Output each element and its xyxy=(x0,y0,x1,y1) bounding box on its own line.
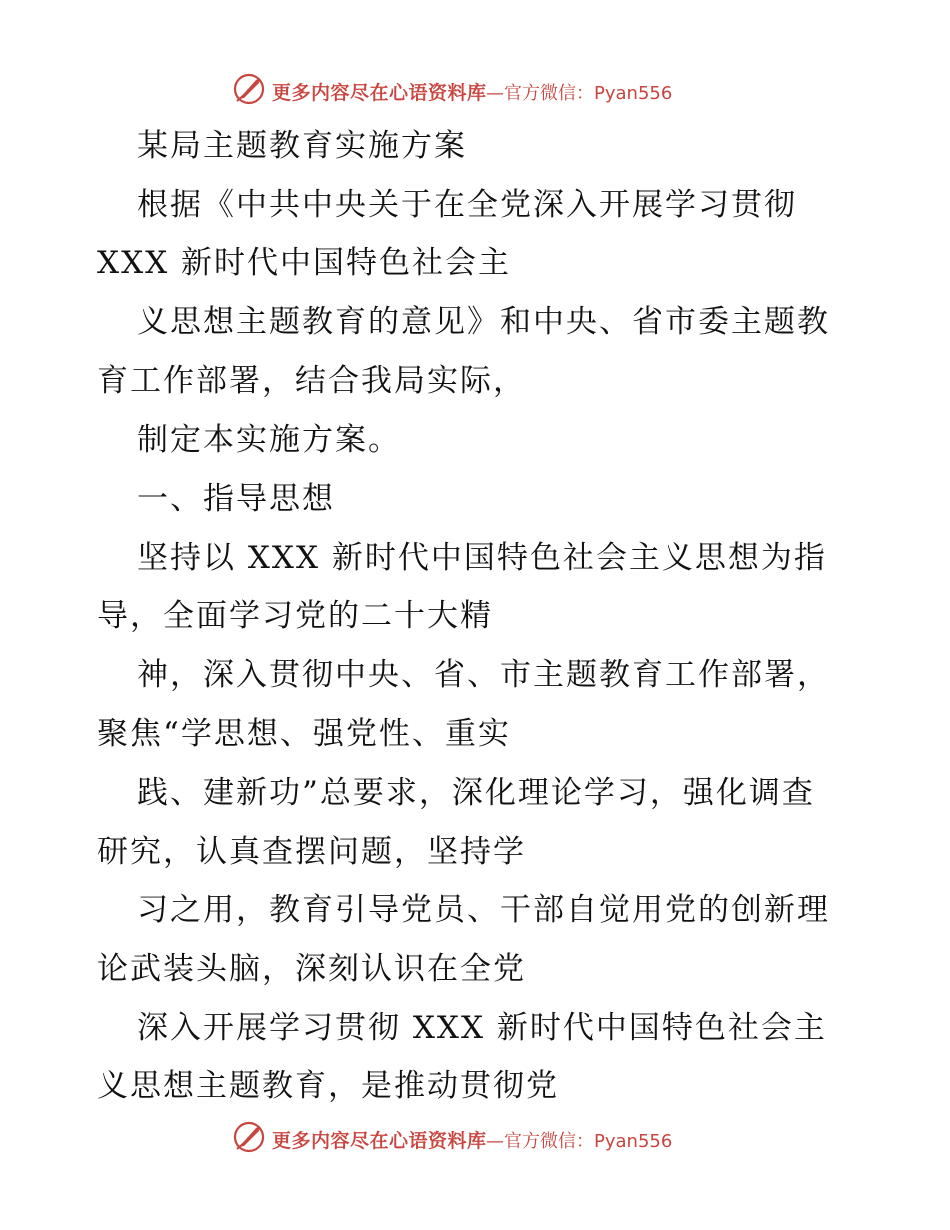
section-heading: 一、指导思想 xyxy=(137,481,335,517)
paragraph-line: 根据《中共中央关于在全党深入开展学习贯彻 xyxy=(137,187,797,223)
footer-account: —官方微信：Pyan556 xyxy=(486,1131,673,1152)
paragraph-line: 研究，认真查摆问题，坚持学 xyxy=(97,834,526,870)
paragraph-line: 论武装头脑，深刻认识在全党 xyxy=(97,951,526,987)
paragraph-line: XXX 新时代中国特色社会主 xyxy=(97,245,512,281)
paragraph-line: 神，深入贯彻中央、省、市主题教育工作部署， xyxy=(137,657,830,693)
paragraph-line: 义思想主题教育的意见》和中央、省市委主题教 xyxy=(137,304,830,340)
document-title: 某局主题教育实施方案 xyxy=(137,128,467,164)
paragraph-line: 践、建新功”总要求，深化理论学习，强化调查 xyxy=(137,775,815,811)
footer-slogan: 更多内容尽在心语资料库 xyxy=(272,1130,487,1152)
paragraph-line: 导，全面学习党的二十大精 xyxy=(97,598,493,634)
paragraph-line: 坚持以 XXX 新时代中国特色社会主义思想为指 xyxy=(137,540,827,576)
quill-logo-icon xyxy=(232,72,266,106)
header-account: —官方微信：Pyan556 xyxy=(486,83,673,104)
quill-logo-icon xyxy=(232,1120,266,1154)
paragraph-line: 习之用，教育引导党员、干部自觉用党的创新理 xyxy=(137,892,830,928)
paragraph-line: 育工作部署，结合我局实际， xyxy=(97,363,526,399)
paragraph-line: 义思想主题教育，是推动贯彻党 xyxy=(97,1068,559,1104)
header-slogan: 更多内容尽在心语资料库 xyxy=(272,82,487,104)
footer-watermark xyxy=(0,1120,950,1160)
paragraph-line: 深入开展学习贯彻 XXX 新时代中国特色社会主 xyxy=(137,1010,827,1046)
paragraph-line: 制定本实施方案。 xyxy=(137,422,401,458)
header-watermark xyxy=(0,72,950,112)
paragraph-line: 聚焦“学思想、强党性、重实 xyxy=(97,716,511,752)
